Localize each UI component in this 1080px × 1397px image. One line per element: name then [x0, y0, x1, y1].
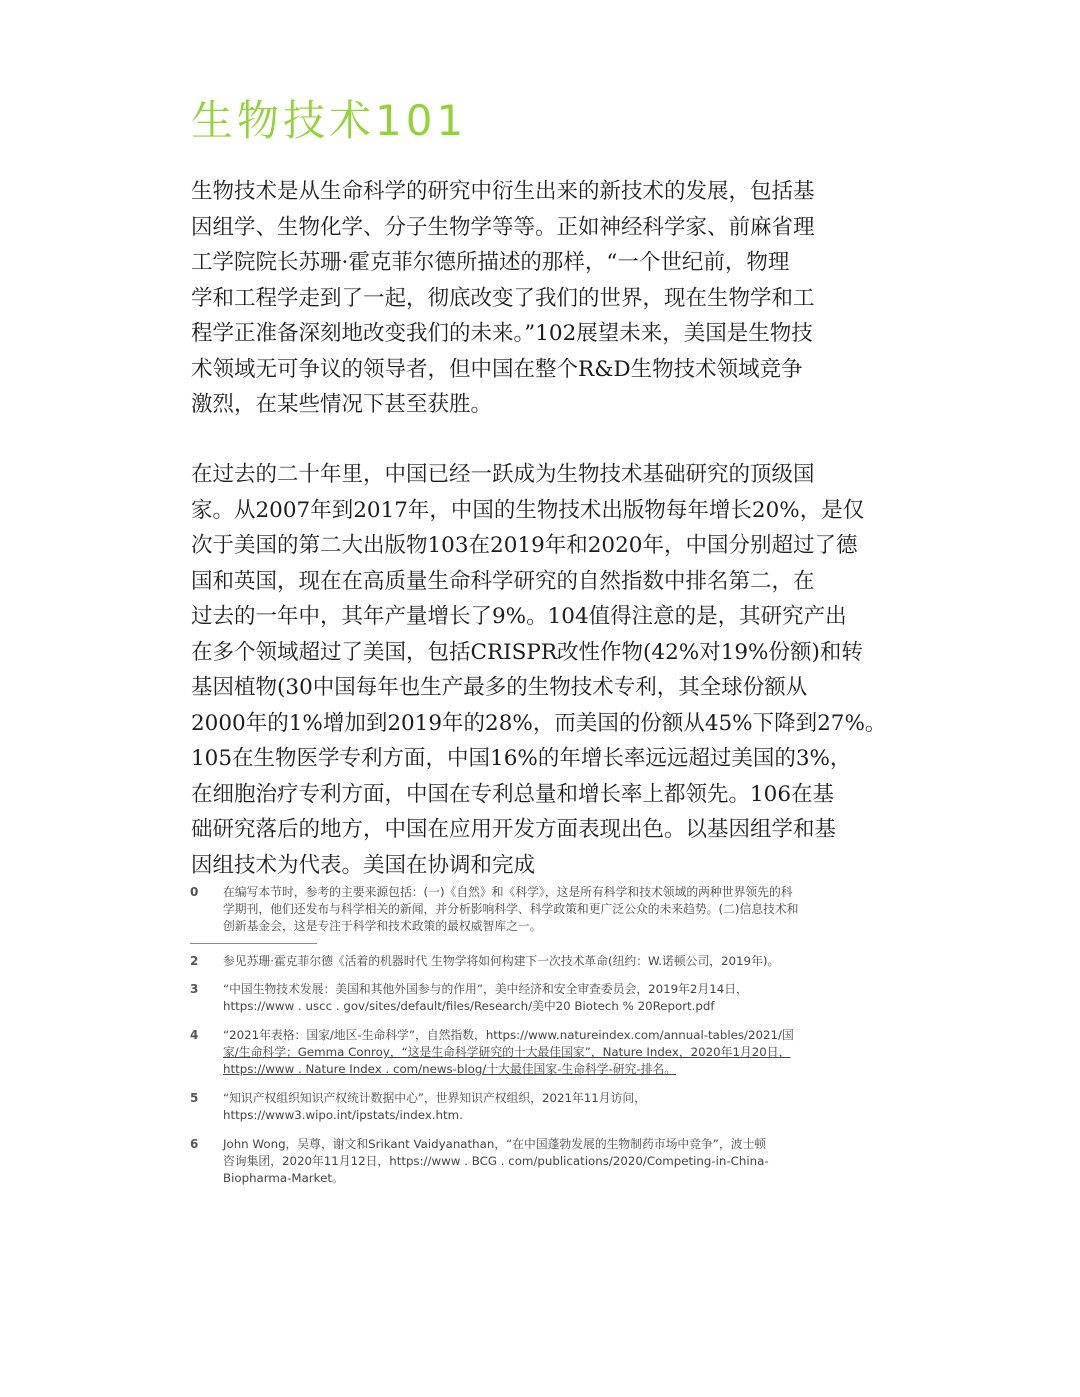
footnotes	[190, 884, 830, 1187]
paragraph-line: 国和英国，现在在高质量生命科学研究的自然指数中排名第二，在	[191, 568, 815, 594]
intro-paragraph	[191, 174, 831, 423]
footnote-line: 学期刊，他们还发布与科学相关的新闻，并分析影响科学、科学政策和更广泛公众的未来趋势。(二)信息技术和	[223, 902, 799, 916]
footnote	[190, 1136, 830, 1187]
footnote-number: 2	[190, 954, 199, 968]
footnote-line: 创新基金会，这是专注于科学和技术政策的最权威智库之一。	[223, 919, 542, 933]
footnote-line: Biopharma-Market。	[223, 1171, 344, 1185]
footnote	[190, 884, 830, 935]
paragraph-line: 次于美国的第二大出版物103在2019年和2020年，中国分别超过了德	[191, 533, 858, 558]
footnote-number: 5	[190, 1091, 199, 1105]
paragraph-line: 在过去的二十年里，中国已经一跃成为生物技术基础研究的顶级国	[191, 462, 815, 487]
footnote-line: John Wong，吴尊，谢文和Srikant Vaidyanathan，“在中国蓬勃发展的生物制药市场中竞争”，波士顿	[223, 1137, 767, 1151]
footnote	[190, 981, 830, 1015]
footnote-number: 0	[190, 885, 199, 899]
paragraph-line: 基因植物(30中国每年也生产最多的生物技术专利，其全球份额从	[191, 675, 808, 700]
footnote	[190, 1027, 830, 1078]
paragraph-line: 生物技术是从生命科学的研究中衍生出来的新技术的发展，包括基	[191, 179, 815, 204]
paragraph-line: 础研究落后的地方，中国在应用开发方面表现出色。以基因组学和基	[191, 817, 837, 842]
footnote-link[interactable]: https://www . uscc . gov/sites/default/files/Research/美中20 Biotech % 20Report.pdf	[223, 999, 715, 1013]
footnote-line: “知识产权组织知识产权统计数据中心”，世界知识产权组织，2021年11月访问，	[223, 1091, 646, 1105]
footnote-number: 4	[190, 1028, 199, 1042]
footnote-line: 家/生命科学；Gemma Conroy，“这是生命科学研究的十大最佳国家”，Nature Index，2020年1月20日，	[223, 1045, 791, 1059]
footnote-number: 3	[190, 982, 199, 996]
paragraph-line: 2000年的1%增加到2019年的28%，而美国的份额从45%下降到27%。	[191, 710, 887, 736]
paragraph-line: 在细胞治疗专利方面，中国在专利总量和增长率上都领先。106在基	[191, 781, 835, 807]
body-paragraph	[191, 457, 887, 883]
paragraph-line: 因组学、生物化学、分子生物学等等。正如神经科学家、前麻省理	[191, 214, 815, 240]
paragraph-line: 学和工程学走到了一起，彻底改变了我们的世界，现在生物学和工	[191, 285, 815, 311]
footnote-link[interactable]: https://www . Nature Index . com/news-blog/十大最佳国家-生命科学-研究-排名。	[223, 1062, 677, 1076]
paragraph-line: 因组技术为代表。美国在协调和完成	[191, 852, 536, 878]
paragraph-line: 过去的一年中，其年产量增长了9%。104值得注意的是，其研究产出	[191, 604, 847, 629]
footnote-line: 参见苏珊·霍克菲尔德《活着的机器时代 生物学将如何构建下一次技术革命(纽约：W.诺顿公司，2019年)。	[223, 954, 780, 968]
footnote-link[interactable]: 咨询集团，2020年11月12日，https://www . BCG . com/publications/2020/Competing-in-China-	[223, 1154, 769, 1168]
paragraph-line: 程学正准备深刻地改变我们的未来。”102展望未来，美国是生物技	[191, 321, 813, 346]
page-title: 生物技术101	[191, 96, 468, 145]
footnote-number: 6	[190, 1137, 199, 1151]
footnote	[190, 953, 830, 970]
paragraph-line: 工学院院长苏珊·霍克菲尔德所描述的那样，“一个世纪前，物理	[191, 250, 790, 275]
footnote-divider	[190, 943, 317, 944]
footnote	[190, 1090, 830, 1124]
footnote-line: “2021年表格：国家/地区-生命科学”，自然指数，https://www.natureindex.com/annual-tables/2021/国	[223, 1028, 794, 1042]
paragraph-line: 家。从2007年到2017年，中国的生物技术出版物每年增长20%，是仅	[191, 497, 865, 523]
paragraph-line: 术领域无可争议的领导者，但中国在整个R&D生物技术领域竞争	[191, 356, 803, 382]
paragraph-line: 105在生物医学专利方面，中国16%的年增长率远远超过美国的3%，	[191, 746, 852, 771]
footnote-line: “中国生物技术发展：美国和其他外国参与的作用”，美中经济和安全审查委员会，2019年2月14日，	[223, 982, 748, 996]
paragraph-line: 在多个领域超过了美国，包括CRISPR改性作物(42%对19%份额)和转	[191, 639, 863, 665]
footnote-link[interactable]: https://www3.wipo.int/ipstats/index.htm.	[223, 1108, 463, 1122]
footnote-line: 在编写本节时，参考的主要来源包括：(一)《自然》和《科学》，这是所有科学和技术领域的两种世界领先的科	[223, 885, 793, 899]
paragraph-line: 激烈，在某些情况下甚至获胜。	[191, 392, 493, 417]
